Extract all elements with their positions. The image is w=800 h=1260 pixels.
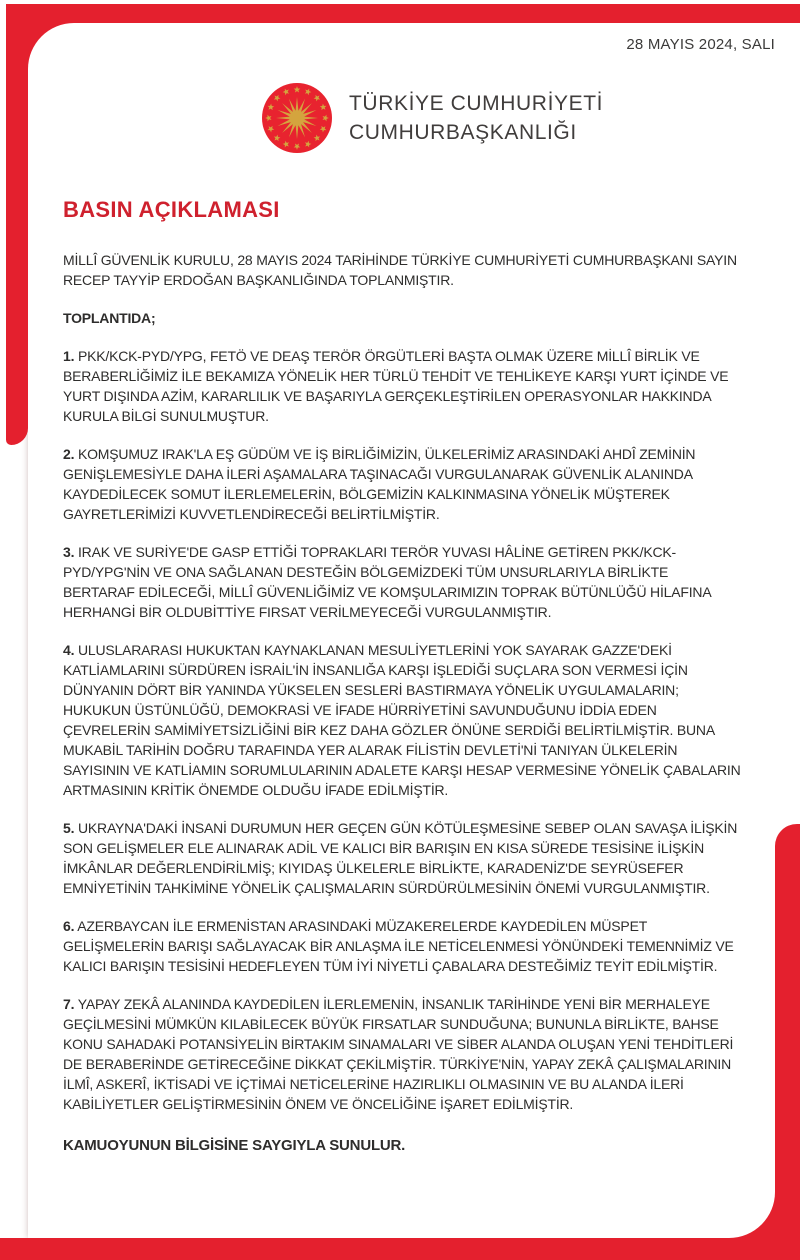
numbered-paragraph [63, 444, 741, 524]
paragraph-number: 6. [63, 918, 75, 934]
paragraph-text: YAPAY ZEKÂ ALANINDA KAYDEDİLEN İLERLEMENİN, İNSANLIK TARİHİNDE YENİ BİR MERHALEYE GEÇİLMESİNİ MÜMKÜN KILABİLECEK BÜYÜK FIRSATLAR SUNDUĞUNA; BUNUNLA BİRLİKTE, BAHSE KONU SAHADAKİ POTANSİYELİN BİRTAKIM SINAMALARI VE SİBER ALANDA OLUŞAN YENİ TEHDİTLERİ DE BERABERİNDE GETİRECEĞİNE DİKKAT ÇEKİLMİŞTİR. TÜRKİYE'NİN, YAPAY ZEKÂ ÇALIŞMALARININ İLMÎ, ASKERÎ, İKTİSADİ VE İÇTİMAİ NETİCELERİNE HAZIRLIKLI OLMASININ VE BU ALANDA İLERİ KABİLİYETLER GELİŞTİRMESİNİN ÖNEM VE ÖNCELİĞİNE İŞARET EDİLMİŞTİR. [63, 996, 734, 1112]
frame-right-strip [775, 824, 800, 1260]
paragraph-number: 1. [63, 348, 75, 364]
frame-left-strip [6, 4, 28, 445]
date-label: 28 MAYIS 2024, SALI [626, 36, 775, 53]
press-release-body [63, 250, 741, 1156]
presidency-wordmark [349, 89, 603, 147]
intro-paragraph: MİLLÎ GÜVENLİK KURULU, 28 MAYIS 2024 TARİHİNDE TÜRKİYE CUMHURİYETİ CUMHURBAŞKANI SAYIN RECEP TAYYİP ERDOĞAN BAŞKANLIĞINDA TOPLANMIŞTIR. [63, 252, 737, 288]
paragraph-text: AZERBAYCAN İLE ERMENİSTAN ARASINDAKİ MÜZAKERELERDE KAYDEDİLEN MÜSPET GELİŞMELERİN BARIŞI SAĞLAYACAK BİR ANLAŞMA İLE NETİCELENMESİ YÖNÜNDEKİ TEMENNİMİZ VE KALICI BARIŞIN TESİSİNİ HEDEFLEYEN TÜM İYİ NİYETLİ ÇABALARA DESTEĞİMİZ TEYİT EDİLMİŞTİR. [63, 918, 734, 974]
paragraph-text: PKK/KCK-PYD/YPG, FETÖ VE DEAŞ TERÖR ÖRGÜTLERİ BAŞTA OLMAK ÜZERE MİLLÎ BİRLİK VE BERABERLİĞİMİZ İLE BEKAMIZA YÖNELİK HER TÜRLÜ TEHDİT VE TEHLİKEYE KARŞI YURT İÇİNDE VE YURT DIŞINDA AZİM, KARARLILIK VE BAŞARIYLA GERÇEKLEŞTİRİLEN OPERASYONLAR HAKKINDA KURULA BİLGİ SUNULMUŞTUR. [63, 348, 729, 424]
numbered-paragraph [63, 640, 741, 800]
paragraph-number: 4. [63, 642, 75, 658]
numbered-paragraph [63, 994, 741, 1114]
org-name-line1: TÜRKİYE CUMHURİYETİ [349, 92, 604, 115]
paragraph-text: KOMŞUMUZ IRAK'LA EŞ GÜDÜM VE İŞ BİRLİĞİMİZİN, ÜLKELERİMİZ ARASINDAKİ AHDÎ ZEMİNİN GENİŞLEMESİYLE DAHA İLERİ AŞAMALARA TAŞINACAĞI VURGULANARAK GÜVENLİK ALANINDA KAYDEDİLECEK SOMUT İLERLEMELERİN, BÖLGEMİZİN KALKINMASINA YÖNELİK MÜŞTEREK GAYRETLERİMİZİ KUVVETLENDİRECEĞİ BELİRTİLMİŞTİR. [63, 446, 696, 522]
paragraph-number: 3. [63, 544, 75, 560]
paragraph-text: IRAK VE SURİYE'DE GASP ETTİĞİ TOPRAKLARI TERÖR YUVASI HÂLİNE GETİREN PKK/KCK-PYD/YPG'NİN VE ONA SAĞLANAN DESTEĞİN BÖLGEMİZDEKİ TÜM UNSURLARIYLA BİRLİKTE BERTARAF EDİLECEĞİ, MİLLÎ GÜVENLİĞİMİZ VE KOMŞULARIMIZIN TOPRAK BÜTÜNLÜĞÜ HİLAFINA HERHANGİ BİR OLDUBİTTİYE FIRSAT VERİLMEYECEĞİ VURGULANMIŞTIR. [63, 544, 711, 620]
org-name-line2: CUMHURBAŞKANLIĞI [349, 121, 577, 144]
meeting-label: TOPLANTIDA; [63, 310, 156, 326]
paragraph-number: 7. [63, 996, 75, 1012]
closing-line: KAMUOYUNUN BİLGİSİNE SAYGIYLA SUNULUR. [63, 1137, 406, 1154]
paragraph-number: 2. [63, 446, 75, 462]
numbered-paragraph [63, 916, 741, 976]
numbered-paragraph [63, 542, 741, 622]
numbered-paragraph [63, 818, 741, 898]
paragraph-number: 5. [63, 820, 75, 836]
numbered-paragraph [63, 346, 741, 426]
frame-bottom-band [0, 1238, 800, 1260]
paragraph-text: UKRAYNA'DAKİ İNSANİ DURUMUN HER GEÇEN GÜN KÖTÜLEŞMESİNE SEBEP OLAN SAVAŞA İLİŞKİN SON GELİŞMELER ELE ALINARAK ADİL VE KALICI BİR BARIŞIN EN KISA SÜREDE TESİSİNE İLİŞKİN İMKÂNLAR DEĞERLENDİRİLMİŞ; KIYIDAŞ ÜLKELERLE BİRLİKTE, KARADENİZ'DE SEYRÜSEFER EMNİYETİNİN TAHKİMİNE YÖNELİK ÇALIŞMALARIN SÜRDÜRÜLMESİNİN ÖNEMİ VURGULANMIŞTIR. [63, 820, 738, 896]
presidency-logo [262, 83, 800, 153]
frame-corner-bottom-right [729, 1192, 775, 1238]
frame-corner-top-left [28, 23, 74, 69]
paragraph-text: ULUSLARARASI HUKUKTAN KAYNAKLANAN MESULİYETLERİNİ YOK SAYARAK GAZZE'DEKİ KATLİAMLARINI SÜRDÜREN İSRAİL'İN İNSANLIĞA KARŞI İŞLEDİĞİ SUÇLARA SON VERMESİ İÇİN DÜNYANIN DÖRT BİR YANINDA YÜKSELEN SESLERİ BASTIRMAYA YÖNELİK UYGULAMALARIN; HUKUKUN ÜSTÜNLÜĞÜ, DEMOKRASİ VE İFADE HÜRRİYETİNİ SAVUNDUĞUNU İDDİA EDEN ÇEVRELERİN SAMİMİYETSİZLİĞİNİ BİR KEZ DAHA GÖZLER ÖNÜNE SERDİĞİ BELİRTİLMİŞTİR. BUNA MUKABİL TARİHİN DOĞRU TARAFINDA YER ALARAK FİLİSTİN DEVLETİ'Nİ TANIYAN ÜLKELERİN SAYISININ VE KATLİAMIN SORUMLULARININ ADALETE KARŞI HESAP VERMESİNE YÖNELİK ÇABALARIN ARTMASININ KRİTİK ÖNEMDE OLDUĞU İFADE EDİLMİŞTİR. [63, 642, 741, 798]
presidential-seal-icon [262, 83, 332, 153]
press-release-title: BASIN AÇIKLAMASI [63, 197, 280, 222]
frame-top-band [6, 4, 800, 23]
document-card [28, 23, 800, 1238]
